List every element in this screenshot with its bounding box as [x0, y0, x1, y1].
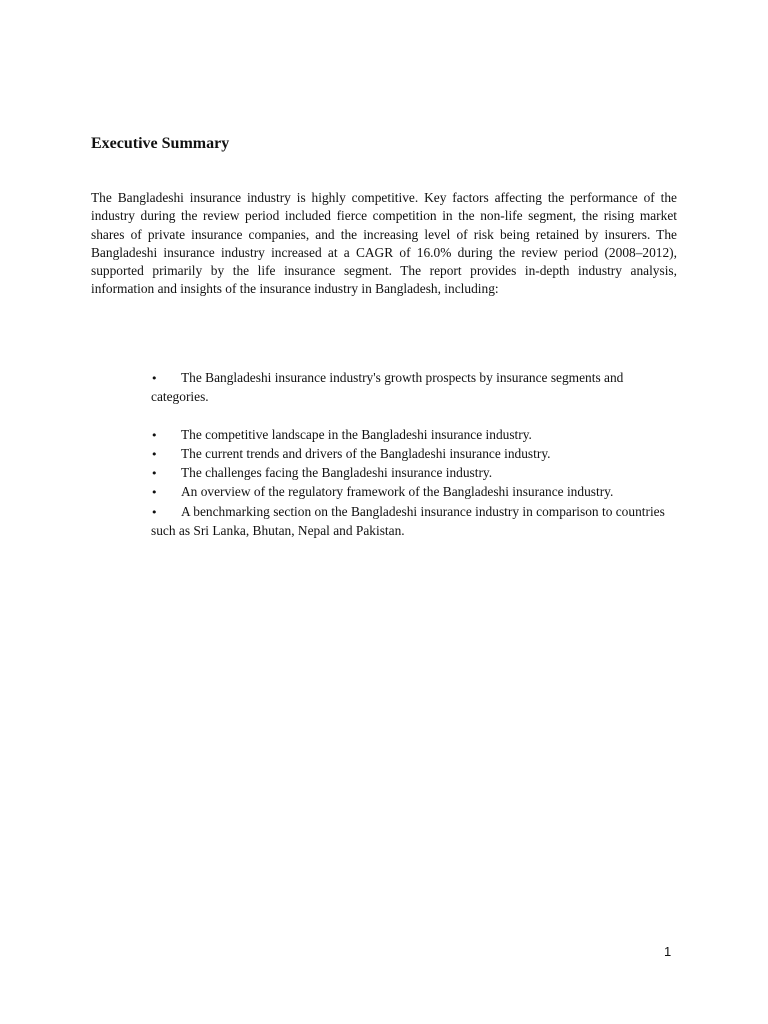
- bullet-icon: •: [151, 428, 158, 442]
- list-item-text: The Bangladeshi insurance industry's growth prospects by insurance segments and categories.: [151, 370, 624, 405]
- list-item-text: The competitive landscape in the Bangladeshi insurance industry.: [181, 426, 532, 442]
- bullet-icon: •: [151, 486, 158, 500]
- list-item-text: A benchmarking section on the Bangladeshi insurance industry in comparison to countries such as Sri Lanka, Bhutan, Nepal and Pakistan.: [151, 503, 665, 539]
- bullet-icon: •: [151, 505, 158, 519]
- list-item-text: The challenges facing the Bangladeshi insurance industry.: [181, 465, 493, 481]
- list-item: [151, 369, 671, 407]
- page-number: 1: [664, 944, 672, 959]
- bullet-icon: •: [151, 447, 158, 461]
- bullet-list: [151, 369, 671, 540]
- list-item-text: An overview of the regulatory framework of the Bangladeshi insurance industry.: [181, 484, 614, 500]
- bullet-icon: •: [151, 467, 158, 481]
- list-item: [151, 426, 671, 445]
- list-item: [151, 503, 671, 541]
- page-title: Executive Summary: [91, 135, 230, 152]
- list-item: [151, 483, 671, 502]
- list-item: [151, 445, 671, 464]
- list-item-text: The current trends and drivers of the Bangladeshi insurance industry.: [181, 445, 551, 461]
- list-item: [151, 464, 671, 483]
- intro-paragraph: The Bangladeshi insurance industry is highly competitive. Key factors affecting the performance of the industry during the review period included fierce competition in the non-life segment, the rising market shares of private insurance companies, and the increasing level of risk being retained by insurers. The Bangladeshi insurance industry increased at a CAGR of 16.0% during the review period (2008–2012), supported primarily by the life insurance segment. The report provides in-depth industry analysis, information and insights of the insurance industry in Bangladesh, including:: [91, 190, 677, 297]
- bullet-icon: •: [151, 372, 158, 385]
